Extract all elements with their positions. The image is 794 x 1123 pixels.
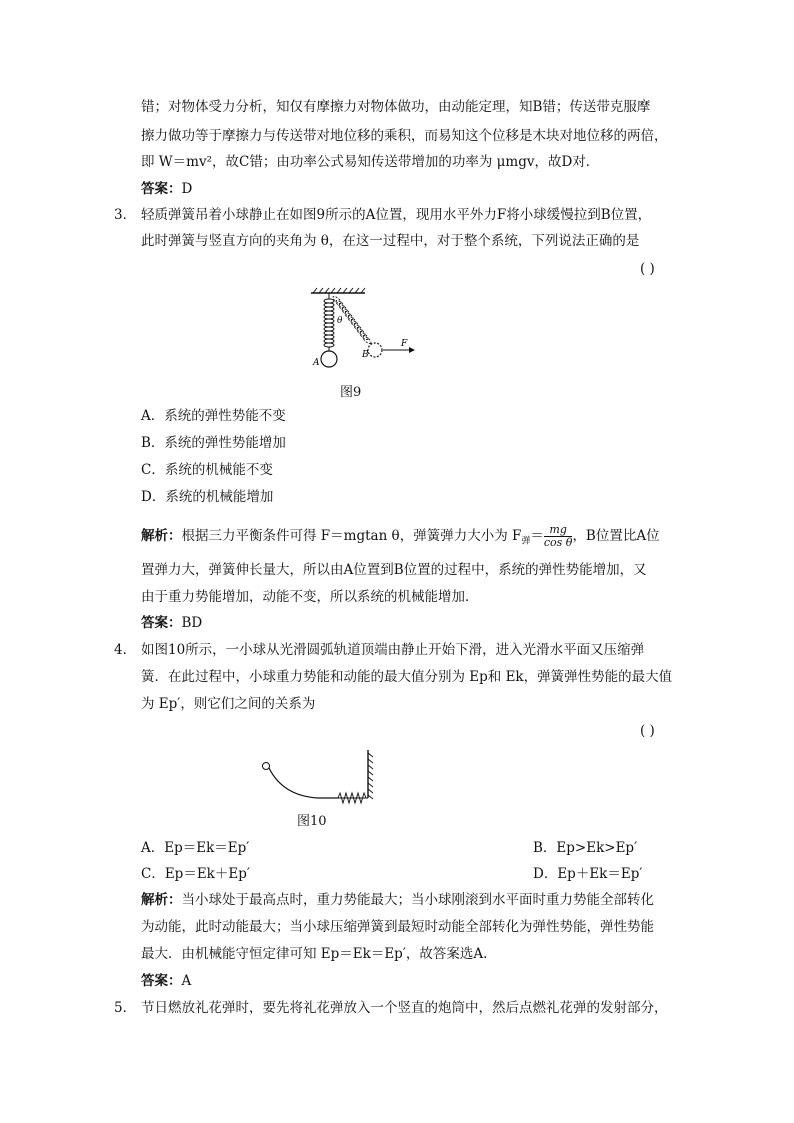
analysis-text: 当小球处于最高点时，重力势能最大；当小球刚滚到水平面时重力势能全部转化 bbox=[181, 892, 654, 908]
q3-analysis-line bbox=[141, 524, 660, 552]
analysis-text: 根据三力平衡条件可得 F＝mgtan θ，弹簧弹力大小为 F bbox=[181, 528, 522, 544]
fraction-numerator: mg bbox=[544, 524, 573, 537]
q4-analysis-line: 为动能，此时动能最大；当小球压缩弹簧到最短时动能全部转化为弹性势能，弹性势能 bbox=[141, 919, 654, 935]
answer-label: 答案： bbox=[141, 615, 182, 631]
q4-option-d: D．Ep＋Ek＝Ep′ bbox=[533, 866, 643, 882]
q3-answer bbox=[141, 613, 202, 633]
figure-9-spring-diagram bbox=[305, 285, 425, 370]
q4-answer bbox=[141, 971, 191, 991]
q4-analysis-line bbox=[141, 890, 654, 910]
q4-answer-paren: ( ) bbox=[640, 723, 655, 739]
q4-option-a: A．Ep＝Ek＝Ep′ bbox=[141, 840, 250, 856]
point-a-label: A bbox=[313, 358, 320, 368]
q4-number: 4． bbox=[114, 642, 137, 658]
q4-analysis-line: 最大．由机械能守恒定律可知 Ep＝Ek＝Ep′，故答案选A. bbox=[141, 946, 488, 962]
q4-stem-line: 簧．在此过程中，小球重力势能和动能的最大值分别为 Ep和 Ek，弹簧弹性势能的最大值 bbox=[141, 669, 673, 685]
answer-value: A bbox=[181, 973, 192, 989]
theta-label: θ bbox=[337, 316, 343, 326]
analysis-text: ，B位置比A位 bbox=[572, 528, 660, 544]
q3-stem-line: 轻质弹簧吊着小球静止在如图9所示的A位置，现用水平外力F将小球缓慢拉到B位置， bbox=[141, 207, 652, 223]
q3-answer-paren: ( ) bbox=[640, 261, 655, 277]
q4-option-b: B．Ep>Ek>Ep′ bbox=[533, 840, 638, 856]
q3-analysis-line: 置弹力大，弹簧伸长量大，所以由A位置到B位置的过程中，系统的弹性势能增加，又 bbox=[141, 562, 647, 578]
force-f-label: F bbox=[401, 339, 408, 349]
q5-stem-line: 节日燃放礼花弹时，要先将礼花弹放入一个竖直的炮筒中，然后点燃礼花弹的发射部分， bbox=[141, 1000, 668, 1016]
analysis-label: 解析： bbox=[141, 528, 182, 544]
answer-value: BD bbox=[181, 615, 203, 631]
q2-answer bbox=[141, 179, 192, 199]
spring-force-fraction bbox=[544, 524, 573, 549]
q3-option-d: D．系统的机械能增加 bbox=[141, 489, 274, 505]
q3-number: 3． bbox=[114, 207, 137, 223]
figure-caption: 图9 bbox=[340, 385, 362, 400]
q3-option-a: A．系统的弹性势能不变 bbox=[141, 408, 286, 424]
point-b-label: B bbox=[362, 350, 369, 360]
fraction-denominator: cos θ bbox=[543, 536, 573, 549]
q3-analysis-line: 由于重力势能增加，动能不变，所以系统的机械能增加． bbox=[141, 589, 479, 605]
answer-label: 答案： bbox=[141, 973, 182, 989]
answer-value: D bbox=[181, 181, 193, 197]
q3-stem-line: 此时弹簧与竖直方向的夹角为 θ，在这一过程中，对于整个系统，下列说法正确的是 bbox=[141, 233, 640, 249]
analysis-label: 解析： bbox=[141, 892, 182, 908]
q5-number: 5． bbox=[114, 1000, 137, 1016]
q2-text-line: 错；对物体受力分析，知仅有摩擦力对物体做功，由动能定理，知B错；传送带克服摩 bbox=[141, 99, 651, 115]
q3-option-c: C．系统的机械能不变 bbox=[141, 462, 273, 478]
q4-stem-line: 如图10所示，一小球从光滑圆弧轨道顶端由静止开始下滑，进入光滑水平面又压缩弹 bbox=[141, 642, 645, 658]
figure-10-track-diagram bbox=[258, 750, 378, 805]
q3-option-b: B．系统的弹性势能增加 bbox=[141, 435, 286, 451]
q2-text-line: 擦力做功等于摩擦力与传送带对地位移的乘积，而易知这个位移是木块对地位移的两倍， bbox=[141, 128, 668, 144]
equals-sign: ＝ bbox=[530, 528, 544, 544]
answer-label: 答案： bbox=[141, 181, 182, 197]
figure-caption: 图10 bbox=[297, 814, 327, 829]
q2-text-line: 即 W＝mv²，故C错；由功率公式易知传送带增加的功率为 μmgv，故D对． bbox=[141, 154, 600, 170]
q4-option-c: C．Ep＝Ek＋Ep′ bbox=[141, 866, 250, 882]
q4-stem-line: 为 Ep′，则它们之间的关系为 bbox=[141, 696, 316, 712]
spring-force-subscript: 弹 bbox=[521, 536, 531, 547]
